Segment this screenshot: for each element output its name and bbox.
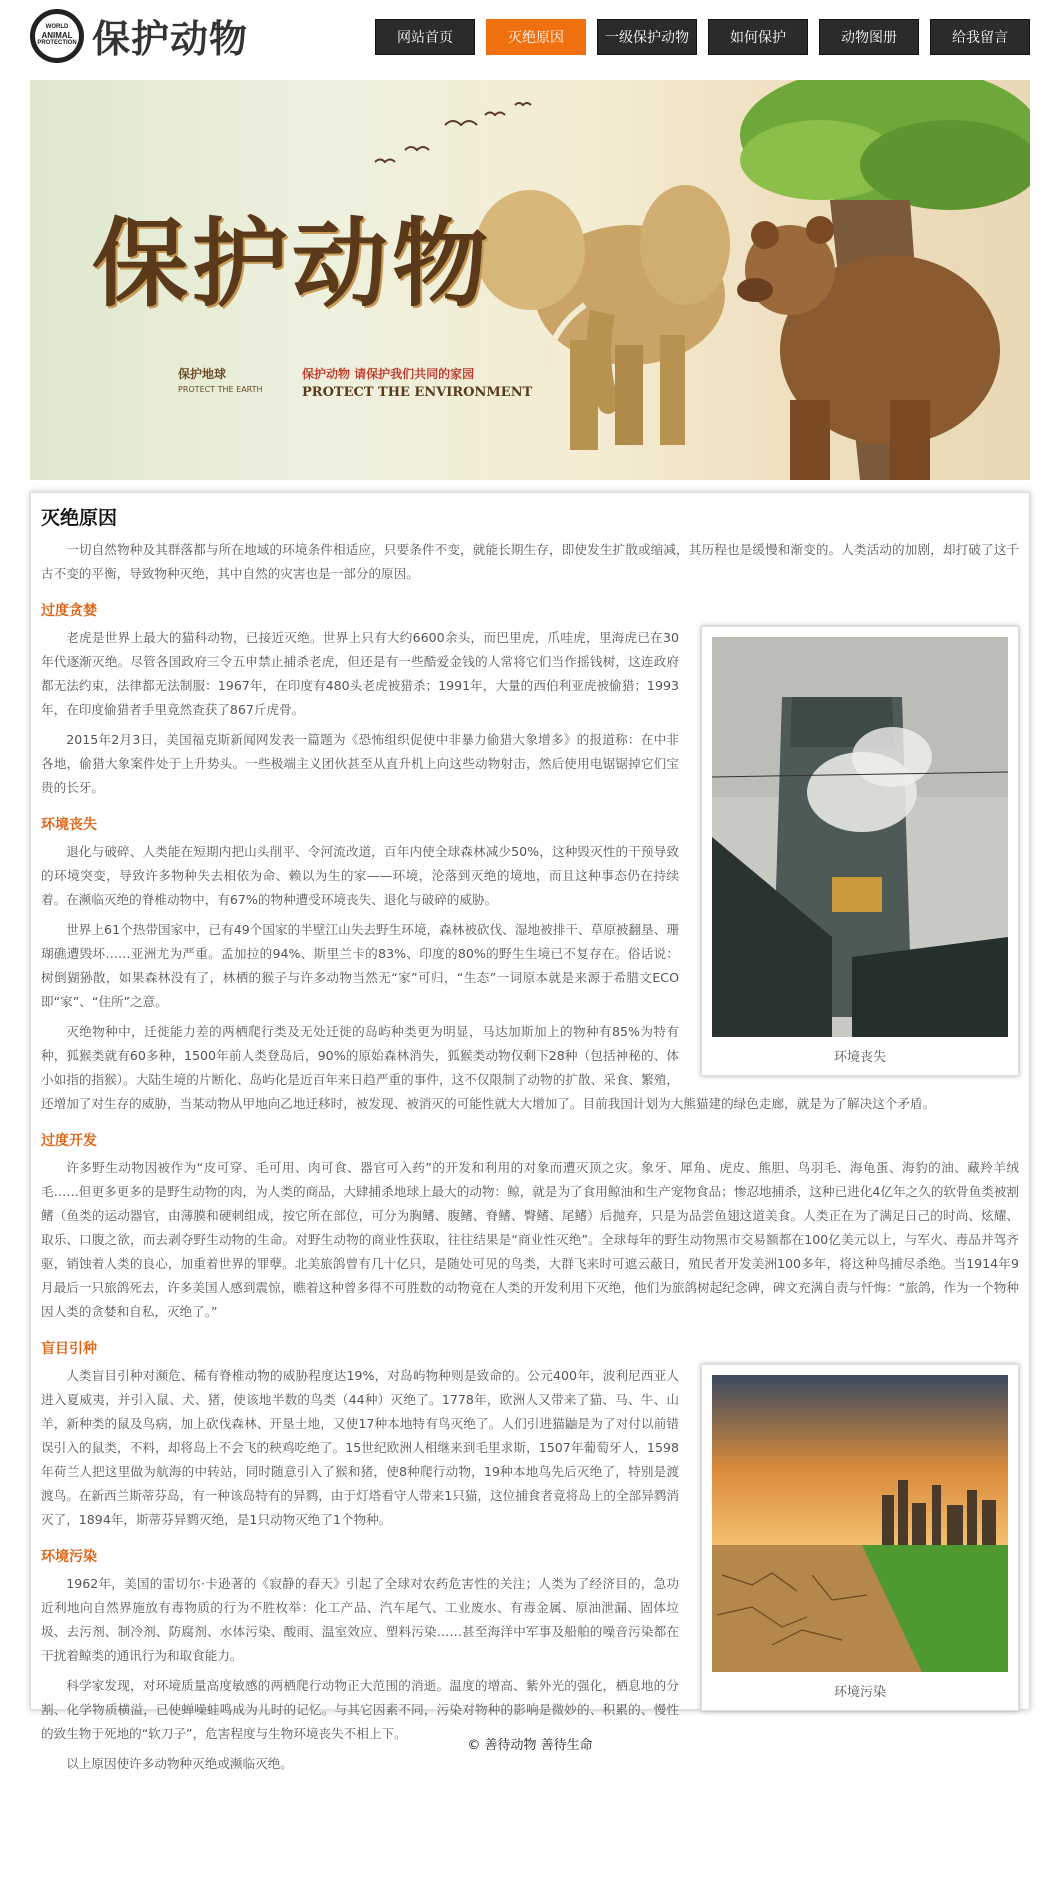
header [30,0,1030,80]
banner-badge-earth: 保护地球 [178,367,227,381]
figure-habitat-loss [701,626,1019,1076]
article-outro: 以上原因使许多动物种灭绝或濒临灭绝。 [66,1756,293,1771]
nav-extinction-causes[interactable]: 灭绝原因 [486,19,586,55]
figure-caption-pollution: 环境污染 [833,1685,886,1700]
elephant-icon [475,185,730,450]
nav-home[interactable]: 网站首页 [375,19,475,55]
paragraph: 灭绝物种中，迁徙能力差的两栖爬行类及无处迁徙的岛屿种类更为明显，马达加斯加上的物种有85%为特有种，狐猴类就有60多种，1500年前人类登岛后，90%的原始森林消失，狐猴类动物仅剩下28种（包括神秘的、体小如指的指猴）。大陆生境的片断化、岛屿化是近百年来日趋严重的事件，这不仅限制了动物的扩散、采食、繁殖，还增加了对生存的威胁，当某动物从甲地向乙地迁移时，被发现、被消灭的可能性就大大增加了。目前我国计划为大熊猫建的绿色走廊，就是为了解决这个矛盾。 [41,1024,936,1111]
footer: © 善待动物 善待生命 [467,1738,593,1753]
nav-first-class-animals[interactable]: 一级保护动物 [597,19,697,55]
site-title: 保护动物 [92,17,249,61]
paragraph: 人类盲目引种对濒危、稀有脊椎动物的威胁程度达19%，对岛屿物种则是致命的。公元400年，波利尼西亚人进入夏威夷，并引入鼠、犬、猪，使该地半数的鸟类（44种）灭绝了。1778年，欧洲人又带来了猫、马、牛、山羊，新种类的鼠及鸟病，加上砍伐森林、开垦土地，又使17种本地特有鸟灭绝了。人们引进猫鼬是为了对付以前错误引入的鼠类，不料，却将岛上不会飞的秧鸡吃绝了。15世纪欧洲人相继来到毛里求斯，1507年葡萄牙人，1598年荷兰人把这里做为航海的中转站，同时随意引入了猴和猪，使8种爬行动物，19种本地鸟先后灭绝了，特别是渡渡鸟。在新西兰斯蒂芬岛，有一种该岛特有的异鹨，由于灯塔看守人带来1只猫，这位捕食者竟将岛上的全部异鹨消灭了，1894年，斯蒂芬异鹨灭绝，是1只动物灭绝了1个物种。 [41,1368,679,1527]
logo-badge [30,9,84,63]
paragraph: 1962年，美国的雷切尔·卡逊著的《寂静的春天》引起了全球对农药危害性的关注；人类为了经济目的，急功近利地向自然界施放有毒物质的行为不胜枚举：化工产品、汽车尾气、工业废水、有毒金属、原油泄漏、固体垃圾、去污剂、制冷剂、防腐剂、水体污染、酸雨、温室效应、塑料污染……甚至海洋中军事及船舶的噪音污染都在干扰着鲸类的通讯行为和取食能力。 [41,1576,679,1663]
banner-badge-earth-sub: PROTECT THE EARTH [178,385,263,394]
logo-badge-mid: ANIMAL [41,31,73,40]
section-title-overexploitation: 过度开发 [41,1133,97,1149]
logo-badge-bottom: PROTECTION [37,40,77,46]
article-title: 灭绝原因 [41,507,118,529]
section-title-pollution: 环境污染 [41,1549,97,1565]
section-title-greed: 过度贪婪 [41,603,97,619]
figure-caption-habitat-loss: 环境丧失 [833,1050,886,1065]
paragraph: 退化与破碎、人类能在短期内把山头削平、令河流改道，百年内使全球森林减少50%，这种毁灭性的干预导致的环境突变，导致许多物种失去相依为命、赖以为生的家——环境，沦落到灭绝的境地，而且这种事态仍在持续着。在濒临灭绝的脊椎动物中，有67%的物种遭受环境丧失、退化与破碎的威胁。 [41,844,679,907]
banner-subtitle: PROTECT THE ENVIRONMENT [302,385,533,400]
banner-badge-animals: 保护动物 请保护我们共同的家园 [302,367,475,381]
paragraph: 2015年2月3日，美国福克斯新闻网发表一篇题为《恐怖组织促使中非暴力偷猎大象增多》的报道称：在中非各地，偷猎大象案件处于上升势头。一些极端主义团伙甚至从直升机上向这些动物射击，然后使用电锯锯掉它们宝贵的长牙。 [41,732,679,795]
pollution-landscape-image [712,1375,1008,1672]
figure-pollution [701,1364,1019,1711]
paragraph: 科学家发现，对环境质量高度敏感的两栖爬行动物正大范围的消逝。温度的增高、紫外光的强化，栖息地的分割、化学物质横溢，已使蝉噪蛙鸣成为儿时的记忆。与其它因素不同，污染对物种的影响是微妙的、积累的、慢性的致生物于死地的“软刀子”，危害程度与生物环境丧失不相上下。 [41,1678,679,1741]
main-nav [375,19,1030,55]
paragraph: 世界上61个热带国家中，已有49个国家的半壁江山失去野生环境，森林被砍伐、湿地被排干、草原被翻垦、珊瑚礁遭毁坏……亚洲尤为严重。孟加拉的94%、斯里兰卡的83%、印度的80%的野生生境已不复存在。俗话说：树倒猢狲散，如果森林没有了，林栖的猴子与许多动物当然无“家”可归，“生态”一词原本就是来源于希腊文ECO即“家”、“住所”之意。 [41,922,679,1009]
banner-title: 保护动物 [92,207,492,320]
factory-smokestack-image [712,637,1008,1037]
nav-animal-gallery[interactable]: 动物图册 [819,19,919,55]
nav-message[interactable]: 给我留言 [930,19,1030,55]
logo[interactable] [30,8,248,63]
article-intro: 一切自然物种及其群落都与所在地域的环境条件相适应，只要条件不变，就能长期生存，即使发生扩散或缩减，其历程也是缓慢和渐变的。人类活动的加剧，却打破了这千古不变的平衡，导致物种灭绝，其中自然的灾害也是一部分的原因。 [41,542,1019,581]
nav-how-to-protect[interactable]: 如何保护 [708,19,808,55]
hero-banner [30,80,1030,480]
section-title-habitat-loss: 环境丧失 [41,817,97,833]
logo-badge-top: WORLD [45,24,69,30]
paragraph: 许多野生动物因被作为“皮可穿、毛可用、肉可食、器官可入药”的开发和利用的对象而遭灭顶之灾。象牙、犀角、虎皮、熊胆、鸟羽毛、海龟蛋、海豹的油、藏羚羊绒毛……但更多更多的是野生动物的肉，为人类的商品，大肆捕杀地球上最大的动物：鲸，就是为了食用鲸油和生产宠物食品；惨忍地捕杀，这种已进化4亿年之久的软骨鱼类被割鳍（鱼类的运动器官，由薄膜和硬刺组成，按它所在部位，可分为胸鳍、腹鳍、脊鳍、臀鳍、尾鳍）后抛弃，只是为品尝鱼翅这道美食。人类正在为了满足日己的时尚、炫耀、取乐、口腹之欲，而去剥夺野生动物的生命。对野生动物的商业性获取，往往结果是“商业性灭绝”。全球每年的野生动物黑市交易额都在100亿美元以上，与军火、毒品并驾齐驱，销蚀着人类的良心，加重着世界的罪孽。北美旅鸽曾有几十亿只，是随处可见的鸟类，大群飞来时可遮云蔽日，殖民者开发美洲100多年，将这种鸟捕尽杀绝。当1914年9月最后一只旅鸽死去，许多美国人感到震惊，瞧着这种曾多得不可胜数的动物竟在人类的开发利用下灭绝，他们为旅鸽树起纪念碑，碑文充满自责与忏悔：“旅鸽，作为一个物种因人类的贪婪和自私，灭绝了。” [41,1160,1019,1319]
section-title-introduced-species: 盲目引种 [41,1341,97,1357]
page [30,0,1030,1771]
paragraph: 老虎是世界上最大的猫科动物，已接近灭绝。世界上只有大约6600余头，而巴里虎，爪哇虎，里海虎已在30年代逐渐灭绝。尽管各国政府三令五申禁止捕杀老虎，但还是有一些酷爱金钱的人常将它们当作摇钱树，这连政府都无法约束，法律都无法制服：1967年，在印度有480头老虎被猎杀；1991年，大量的西伯利亚虎被偷猎；1993年，在印度偷猎者手里竟然查获了867斤虎骨。 [41,630,679,717]
birds-icon [375,103,531,162]
